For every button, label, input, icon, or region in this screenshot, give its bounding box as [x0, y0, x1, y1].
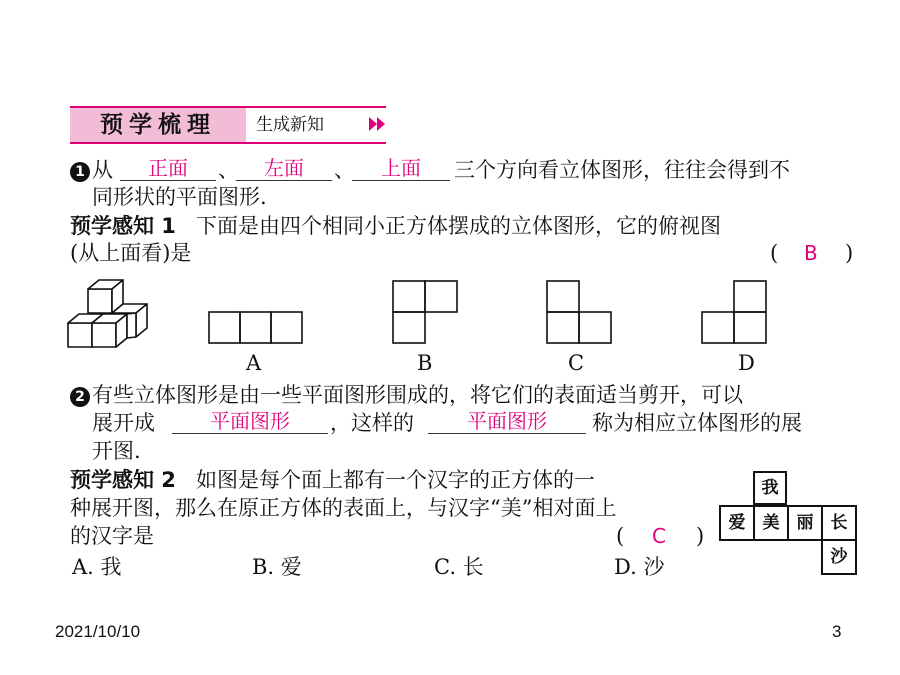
q1-line2: (从上面看)是	[70, 241, 192, 265]
item1-blank3: 上面	[352, 156, 450, 181]
item1-blank2: 左面	[236, 156, 332, 181]
option-c-figure	[545, 279, 613, 346]
item2-mid: ，这样的	[330, 411, 414, 435]
q2-option-c: C. 长	[434, 555, 484, 579]
q2-line1: 预学感知 2 如图是每个面上都有一个汉字的正方体的一	[70, 468, 595, 492]
q2-label: 预学感知 2	[70, 468, 176, 492]
footer-page-number: 3	[832, 622, 842, 641]
item1-blank1: 正面	[120, 156, 216, 181]
option-c-label: C	[568, 351, 585, 375]
q2-paren-open: (	[616, 524, 625, 548]
net-row-3: 丽	[787, 505, 823, 541]
item1-suffix: 三个方向看立体图形，往往会得到不	[454, 158, 790, 182]
item1-line1	[70, 157, 113, 183]
option-b-figure	[391, 279, 459, 346]
item2-line3: 开图.	[92, 439, 141, 463]
q2-option-b: B. 爱	[252, 555, 302, 579]
q1-text: 下面是由四个相同小正方体摆成的立体图形，它的俯视图	[195, 214, 721, 238]
q1-label: 预学感知 1	[70, 214, 176, 238]
q2-line2: 种展开图，那么在原正方体的表面上，与汉字“美”相对面上	[70, 496, 617, 520]
section-header	[70, 106, 386, 144]
option-a-figure	[207, 310, 305, 346]
item2-blank1: 平面图形	[172, 409, 328, 434]
net-row-1: 爱	[719, 505, 755, 541]
item2-blank2: 平面图形	[428, 409, 586, 434]
q1-answer: B	[804, 241, 818, 265]
item1-prefix: 从	[92, 158, 113, 182]
section-title: 预学梳理	[70, 108, 246, 142]
q1-paren-open: (	[770, 241, 779, 265]
option-b-label: B	[417, 351, 433, 375]
footer-date: 2021/10/10	[55, 622, 141, 641]
q2-paren-close: )	[696, 524, 705, 548]
option-d-label: D	[738, 351, 755, 375]
q2-answer: C	[652, 524, 666, 548]
option-d-figure	[700, 279, 768, 346]
item2-suffix: 称为相应立体图形的展	[592, 411, 802, 435]
item2-number: 2	[70, 387, 90, 407]
section-subtitle: 生成新知	[256, 115, 324, 135]
item2-line1: 2 有些立体图形是由一些平面图形围成的，将它们的表面适当剪开，可以	[70, 382, 743, 408]
cube-stack-figure	[66, 276, 150, 352]
option-a-label: A	[246, 351, 262, 375]
item1-sep1: 、	[218, 158, 239, 182]
net-top: 我	[753, 471, 787, 505]
item1-number: 1	[70, 162, 90, 182]
item2-prefix: 展开成	[92, 411, 155, 435]
net-row-2: 美	[753, 505, 789, 541]
net-row-4: 长	[821, 505, 857, 541]
net-bottom: 沙	[821, 539, 857, 575]
item1-sep2: 、	[334, 158, 355, 182]
q2-option-a: A. 我	[72, 555, 122, 579]
q1-line1	[70, 213, 721, 239]
fast-forward-icon	[368, 115, 388, 133]
q1-paren-close: )	[845, 241, 854, 265]
item1-line2: 同形状的平面图形.	[92, 185, 267, 209]
q2-option-d: D. 沙	[614, 555, 665, 579]
q2-line3: 的汉字是	[70, 524, 154, 548]
